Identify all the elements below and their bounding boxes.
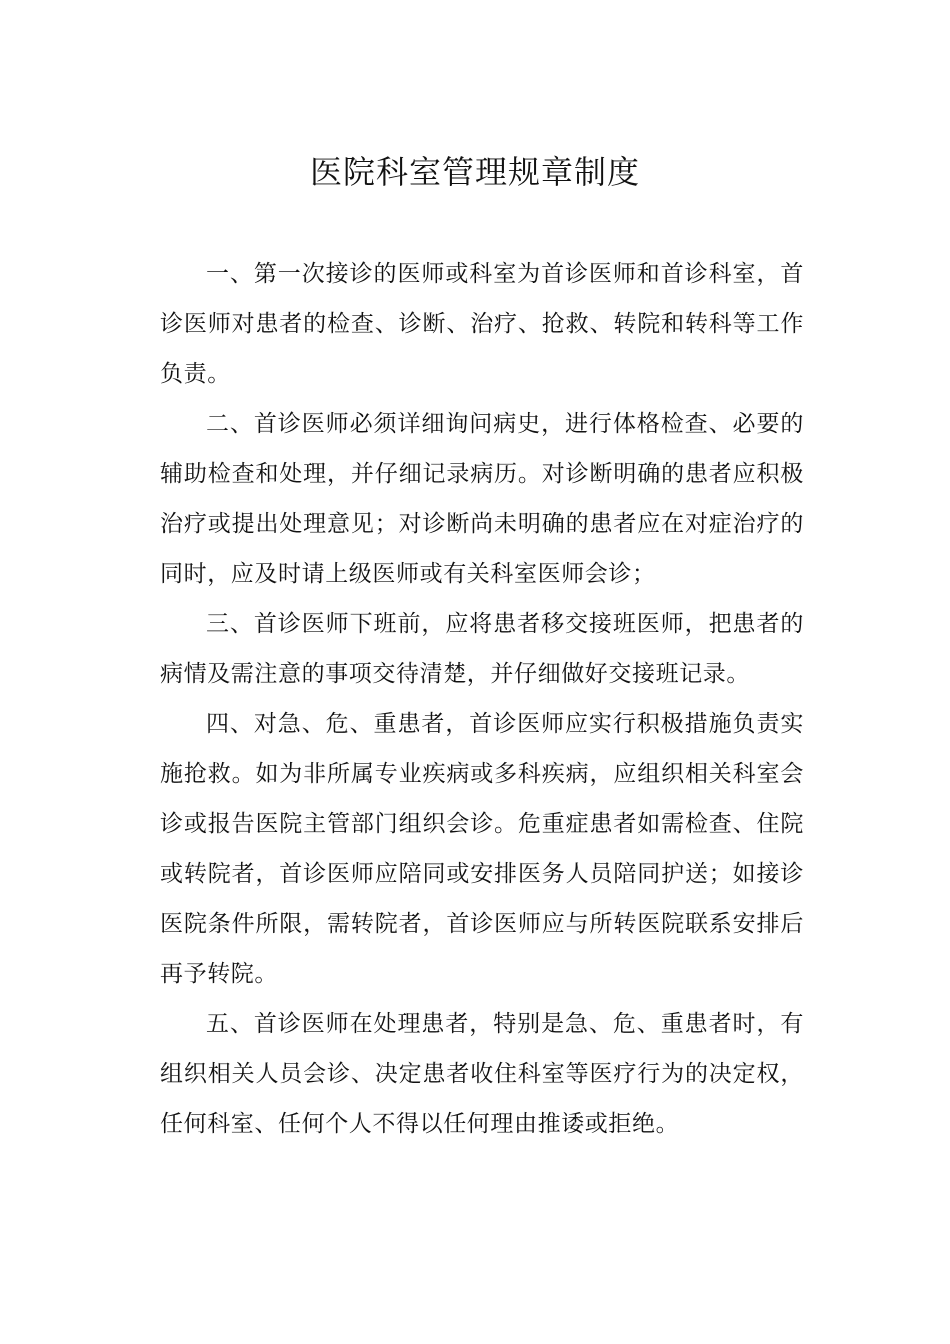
paragraph-3: 三、首诊医师下班前，应将患者移交接班医师，把患者的病情及需注意的事项交待清楚，并仔细做好交接班记录。 bbox=[160, 611, 804, 687]
paragraph-5: 五、首诊医师在处理患者，特别是急、危、重患者时，有组织相关人员会诊、决定患者收住科室等医疗行为的决定权，任何科室、任何个人不得以任何理由推诿或拒绝。 bbox=[160, 1011, 804, 1137]
paragraph-1: 一、第一次接诊的医师或科室为首诊医师和首诊科室，首诊医师对患者的检查、诊断、治疗、抢救、转院和转科等工作负责。 bbox=[160, 261, 804, 387]
paragraph-4: 四、对急、危、重患者，首诊医师应实行积极措施负责实施抢救。如为非所属专业疾病或多科疾病，应组织相关科室会诊或报告医院主管部门组织会诊。危重症患者如需检查、住院或转院者，首诊医师应陪同或安排医务人员陪同护送；如接诊医院条件所限，需转院者，首诊医师应与所转医院联系安排后再予转院。 bbox=[160, 711, 804, 987]
paragraph-2: 二、首诊医师必须详细询问病史，进行体格检查、必要的辅助检查和处理，并仔细记录病历。对诊断明确的患者应积极治疗或提出处理意见；对诊断尚未明确的患者应在对症治疗的同时，应及时请上级医师或有关科室医师会诊； bbox=[160, 411, 804, 587]
document-title: 医院科室管理规章制度 bbox=[309, 153, 640, 191]
document-body bbox=[160, 249, 804, 1149]
